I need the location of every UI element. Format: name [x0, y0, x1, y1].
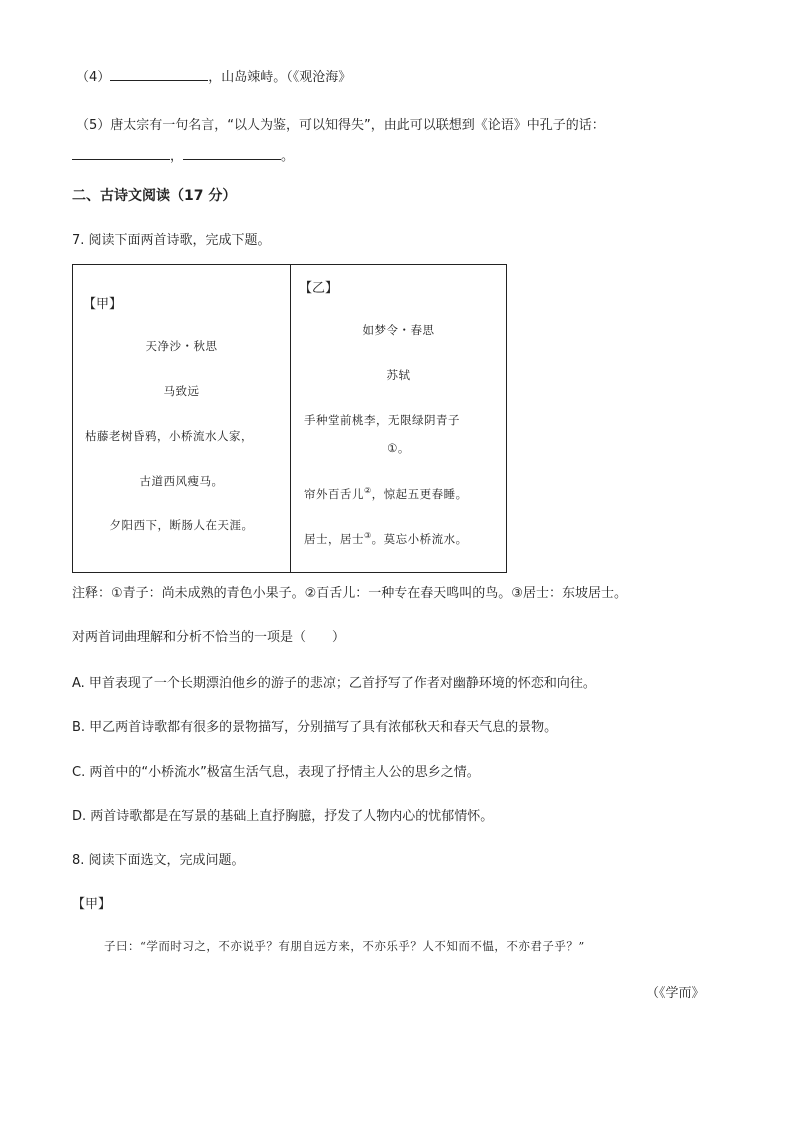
answer-blank-4[interactable] — [110, 68, 208, 81]
period: 。 — [281, 149, 295, 164]
question-stem: 对两首词曲理解和分析不恰当的一项是（ ） — [72, 630, 346, 645]
footnote-mark-1: ① — [387, 441, 398, 455]
question-4-number: （4） — [76, 70, 111, 85]
passage-jia-label: 【甲】 — [72, 897, 112, 912]
question-7-prompt: 7. 阅读下面两首诗歌，完成下题。 — [72, 233, 271, 248]
poem-yi-line-1: 手种堂前桃李，无限绿阴青子 — [304, 413, 460, 427]
footnote-mark-2: ② — [364, 486, 372, 496]
question-4-text: ，山岛竦峙。（《观沧海》 — [208, 70, 352, 85]
option-c[interactable]: C. 两首中的“小桥流水”极富生活气息，表现了抒情主人公的思乡之情。 — [72, 765, 480, 780]
separator: ， — [170, 149, 184, 164]
question-8-prompt: 8. 阅读下面选文，完成问题。 — [72, 853, 245, 868]
passage-source: （《学而》 — [646, 986, 705, 1001]
option-b[interactable]: B. 甲乙两首诗歌都有很多的景物描写，分别描写了具有浓郁秋天和春天气息的景物。 — [72, 720, 558, 735]
option-a[interactable]: A. 甲首表现了一个长期漂泊他乡的游子的悲凉；乙首抒写了作者对幽静环境的怀恋和向往。 — [72, 676, 596, 691]
poem-yi-author: 苏轼 — [386, 368, 411, 382]
poem-yi-title: 如梦令・春思 — [362, 323, 435, 337]
poem-yi-line-3: 帘外百舌儿②，惊起五更春睡。 — [304, 486, 468, 501]
question-4 — [76, 66, 351, 85]
poem-yi-cell — [291, 265, 507, 573]
poem-jia-line-2: 古道西风瘦马。 — [139, 474, 224, 488]
poem-jia-line-3: 夕阳西下，断肠人在天涯。 — [109, 518, 254, 532]
section-heading: 二、古诗文阅读（17 分） — [72, 188, 237, 204]
poem-jia-line-1: 枯藤老树昏鸦，小桥流水人家， — [85, 429, 253, 443]
poem-jia-label: 【甲】 — [83, 297, 123, 312]
poem-jia-author: 马致远 — [163, 384, 200, 398]
footnote-mark-3: ③ — [364, 531, 372, 541]
poem-yi-line-2: ①。 — [387, 441, 410, 455]
annotation-notes: 注释：①青子：尚未成熟的青色小果子。②百舌儿：一种专在春天鸣叫的鸟。③居士：东坡居士。 — [72, 586, 627, 601]
passage-jia-text: 子曰：“学而时习之，不亦说乎？有朋自远方来，不亦乐乎？人不知而不愠，不亦君子乎？” — [104, 939, 585, 953]
answer-blank-5a[interactable] — [72, 147, 170, 160]
answer-blank-5b[interactable] — [183, 147, 281, 160]
poem-yi-line-4: 居士，居士③。莫忘小桥流水。 — [304, 531, 468, 546]
poems-table — [72, 264, 507, 573]
poem-yi-label: 【乙】 — [299, 281, 339, 296]
poem-jia-title: 天净沙・秋思 — [145, 339, 218, 353]
option-d[interactable]: D. 两首诗歌都是在写景的基础上直抒胸臆，抒发了人物内心的忧郁情怀。 — [72, 809, 494, 824]
question-5-text: （5）唐太宗有一句名言，“以人为鉴，可以知得失”，由此可以联想到《论语》中孔子的话： — [76, 118, 605, 133]
question-5-blanks — [72, 145, 294, 164]
poem-jia-cell — [73, 265, 291, 573]
